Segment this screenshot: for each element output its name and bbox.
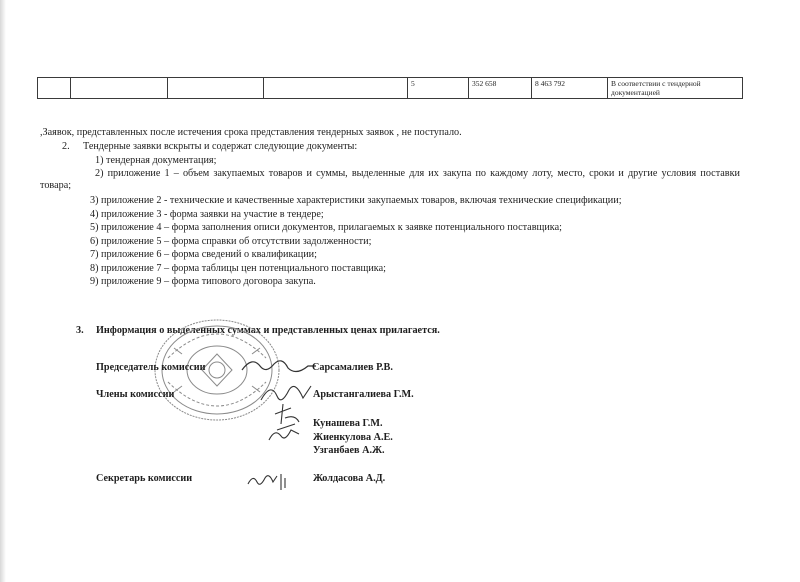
table-cell-2 xyxy=(71,78,168,98)
item-3-number: 3. xyxy=(76,325,84,336)
doc-list-item: 9) приложение 9 – форма типового договора закупа. xyxy=(90,276,316,287)
members-label: Члены комиссии xyxy=(96,389,175,400)
member-name: Арыстангалиева Г.М. xyxy=(313,389,414,400)
unit-price-cell: 352 658 xyxy=(469,78,532,98)
members-signatures xyxy=(255,378,315,444)
chair-name: Сарсамалиев Р.В. xyxy=(312,362,393,373)
doc-list-item: 5) приложение 4 – форма заполнения описи документов, прилагаемых к заявке потенциального поставщика; xyxy=(90,222,562,233)
doc-list-item: 7) приложение 6 – форма сведений о квалификации; xyxy=(90,249,317,260)
lot-table-row xyxy=(37,77,743,99)
doc-list-item: 6) приложение 5 – форма справки об отсутствии задолженности; xyxy=(90,236,372,247)
member-name: Кунашева Г.М. xyxy=(313,418,383,429)
table-cell-3 xyxy=(168,78,264,98)
doc-list-item: 3) приложение 2 - технические и качественные характеристики закупаемых товаров, включая технические спецификации; xyxy=(90,195,622,206)
late-bids-note: ,Заявок, представленных после истечения срока представления тендерных заявок , не поступало. xyxy=(40,127,462,138)
member-name: Жиенкулова А.Е. xyxy=(313,432,393,443)
total-cell: 8 463 792 xyxy=(532,78,608,98)
chair-label: Председатель комиссии xyxy=(96,362,206,373)
member-name: Узганбаев А.Ж. xyxy=(313,445,385,456)
table-cell-1 xyxy=(38,78,71,98)
quantity-cell: 5 xyxy=(408,78,469,98)
scan-shadow xyxy=(0,0,6,582)
doc-list-item: 2) приложение 1 – объем закупаемых товаров и суммы, выделенные для их закупа по каждому лоту, место, сроки и другие условия поставки товара; xyxy=(40,168,740,191)
item-3-text: Информация о выделенных суммах и представленных ценах прилагается. xyxy=(96,325,440,336)
table-cell-4 xyxy=(264,78,408,98)
doc-list-item: 1) тендерная документация; xyxy=(95,155,217,166)
chair-signature xyxy=(238,352,318,380)
doc-list-item: 8) приложение 7 – форма таблицы цен потенциального поставщика; xyxy=(90,263,386,274)
note-cell: В соответствии с тендерной документацией xyxy=(611,79,701,97)
item-2-heading: Тендерные заявки вскрыты и содержат следующие документы: xyxy=(83,141,358,152)
item-2-number: 2. xyxy=(62,141,70,152)
secretary-signature xyxy=(245,468,289,494)
secretary-label: Секретарь комиссии xyxy=(96,473,193,484)
doc-list-item: 4) приложение 3 - форма заявки на участие в тендере; xyxy=(90,209,324,220)
secretary-name: Жолдасова А.Д. xyxy=(313,473,386,484)
